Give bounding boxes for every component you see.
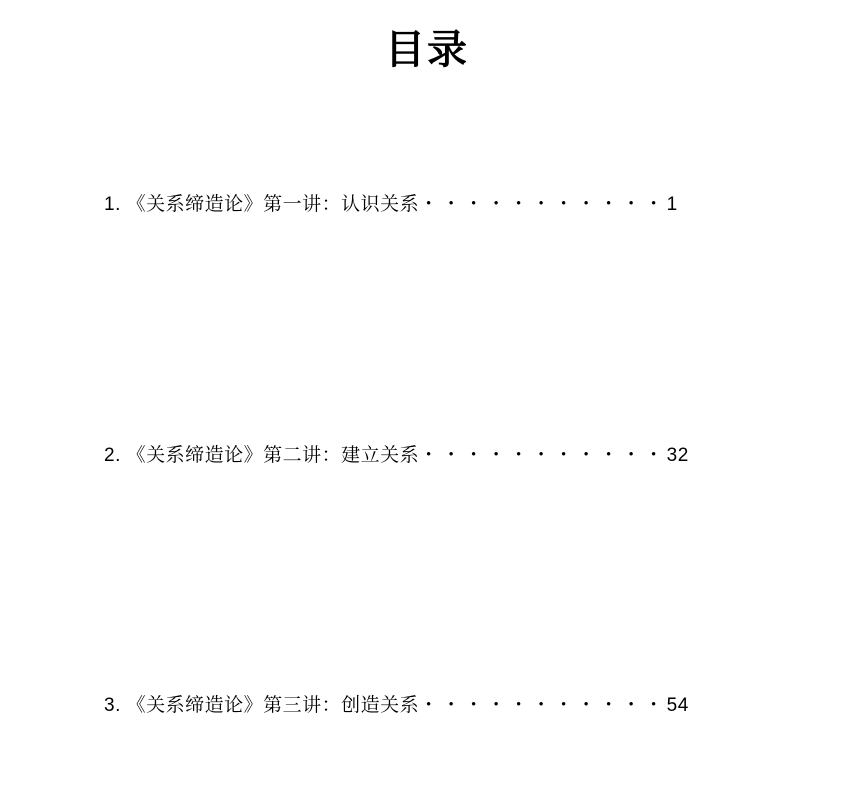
toc-entry-number: 1. [104, 194, 121, 215]
toc-entry-page-number: 1 [666, 194, 678, 215]
toc-entry-label: 《关系缔造论》第一讲：认识关系 [126, 194, 420, 215]
toc-entry[interactable] [104, 443, 804, 469]
toc-entry-leader: ・・・・・・・・・・・ [419, 695, 667, 716]
toc-entry-number: 2. [104, 445, 121, 466]
toc-entry[interactable] [104, 192, 804, 218]
toc-entry-number: 3. [104, 695, 121, 716]
toc-entry-page-number: 54 [666, 695, 689, 716]
toc-entry-label: 《关系缔造论》第二讲：建立关系 [126, 445, 420, 466]
toc-entry-leader: ・・・・・・・・・・・ [419, 445, 667, 466]
toc-entry-leader: ・・・・・・・・・・・ [419, 194, 667, 215]
toc-entry-page-number: 32 [666, 445, 689, 466]
toc-entry[interactable] [104, 693, 804, 719]
toc-entry-label: 《关系缔造论》第三讲：创造关系 [126, 695, 420, 716]
page-title: 目录 [385, 28, 469, 72]
